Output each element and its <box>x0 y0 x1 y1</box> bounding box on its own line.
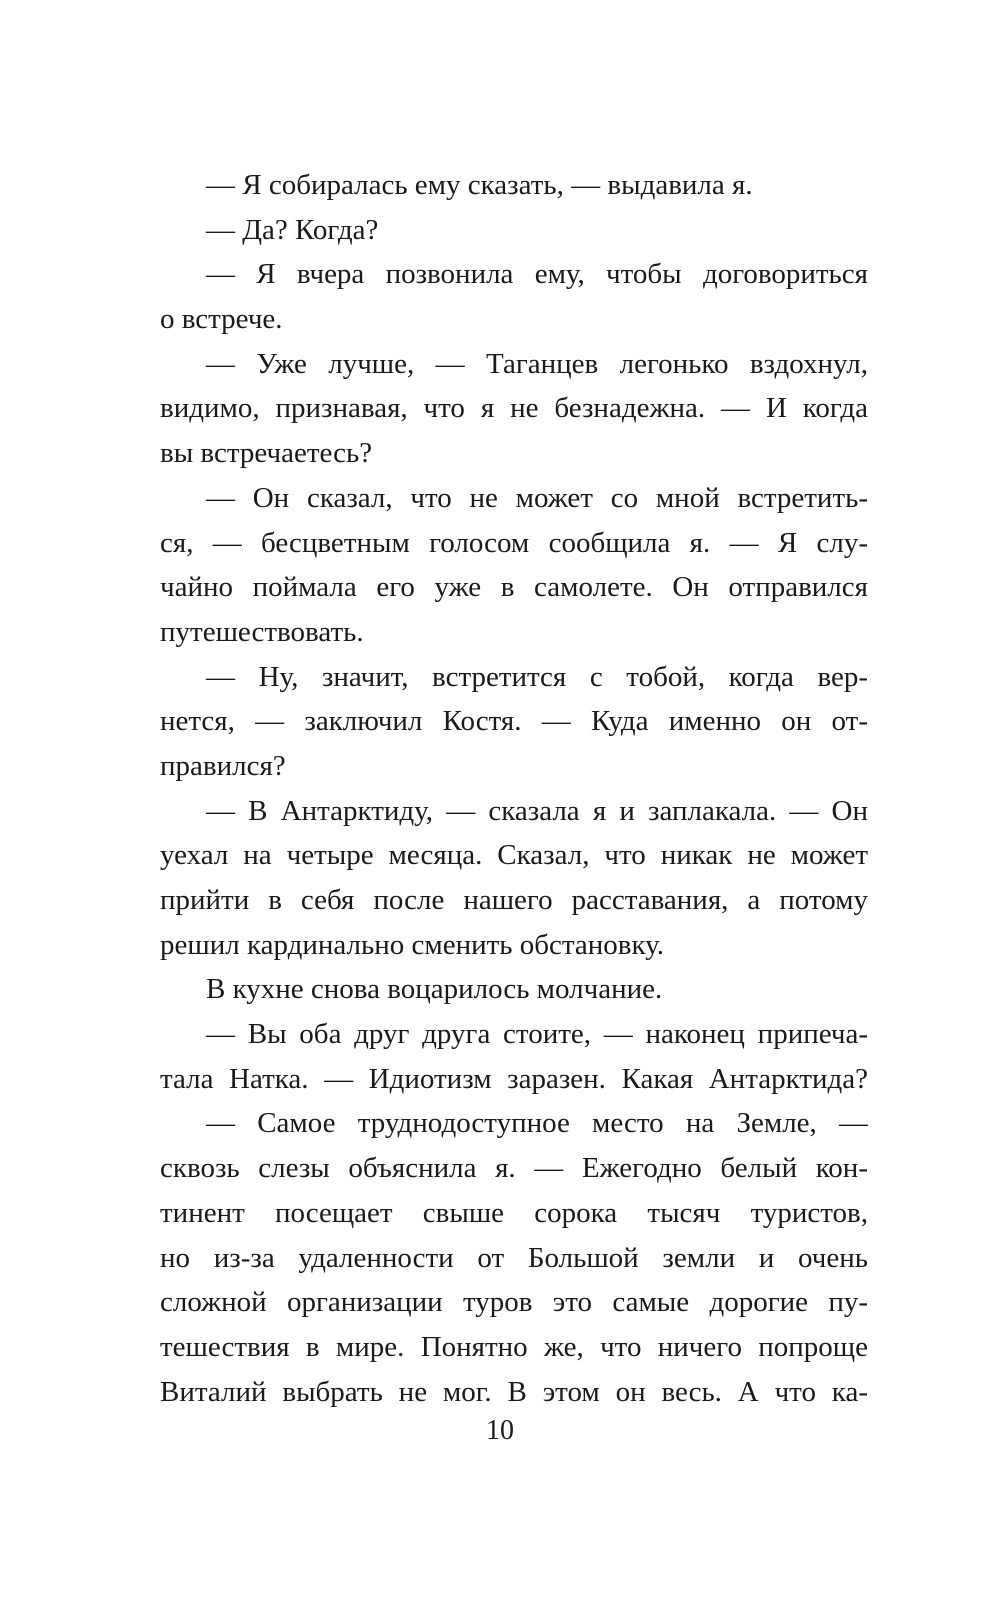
page-number: 10 <box>486 1415 514 1446</box>
text-line: видимо, признавая, что я не безнадежна. — И когда <box>160 392 868 425</box>
text-line: — Ну, значит, встретится с тобой, когда вер- <box>206 660 868 693</box>
text-line: — Самое труднодоступное место на Земле, — <box>206 1107 868 1140</box>
text-line: нется, — заключил Костя. — Куда именно он от- <box>160 705 868 738</box>
text-line: путешествовать. <box>160 615 364 648</box>
text-line: тешествия в мире. Понятно же, что ничего попроще <box>160 1330 868 1363</box>
text-line: — Вы оба друг друга стоите, — наконец припеча- <box>206 1018 868 1051</box>
body-text <box>160 163 868 1414</box>
text-line: — Я собиралась ему сказать, — выдавила я. <box>206 169 753 201</box>
text-line: чайно поймала его уже в самолете. Он отправился <box>160 571 868 604</box>
text-line: ся, — бесцветным голосом сообщила я. — Я слу- <box>160 526 868 559</box>
text-line: тала Натка. — Идиотизм заразен. Какая Антарктида? <box>160 1062 868 1095</box>
text-line: — Уже лучше, — Таганцев легонько вздохнул, <box>206 347 868 380</box>
text-line: Виталий выбрать не мог. В этом он весь. А что ка- <box>160 1375 868 1408</box>
text-line: сквозь слезы объяснила я. — Ежегодно белый кон- <box>160 1152 868 1185</box>
text-line: вы встречаетесь? <box>160 437 373 470</box>
text-line: уехал на четыре месяца. Сказал, что никак не может <box>160 839 868 872</box>
text-line: сложной организации туров это самые дорогие пу- <box>160 1286 868 1319</box>
text-line: — В Антарктиду, — сказала я и заплакала. — Он <box>206 794 868 827</box>
text-line: — Я вчера позвонила ему, чтобы договориться <box>206 258 868 291</box>
text-line: тинент посещает свыше сорока тысяч туристов, <box>160 1196 868 1229</box>
text-line: прийти в себя после нашего расставания, а потому <box>160 884 868 916</box>
text-line: — Он сказал, что не может со мной встретить- <box>206 481 868 514</box>
text-line: правился? <box>160 749 286 782</box>
text-line: но из-за удаленности от Большой земли и очень <box>160 1241 868 1274</box>
text-line: о встрече. <box>160 303 283 336</box>
text-line: В кухне снова воцарилось молчание. <box>206 973 663 1006</box>
text-line: решил кардинально сменить обстановку. <box>160 928 665 961</box>
text-line: — Да? Когда? <box>206 213 379 246</box>
